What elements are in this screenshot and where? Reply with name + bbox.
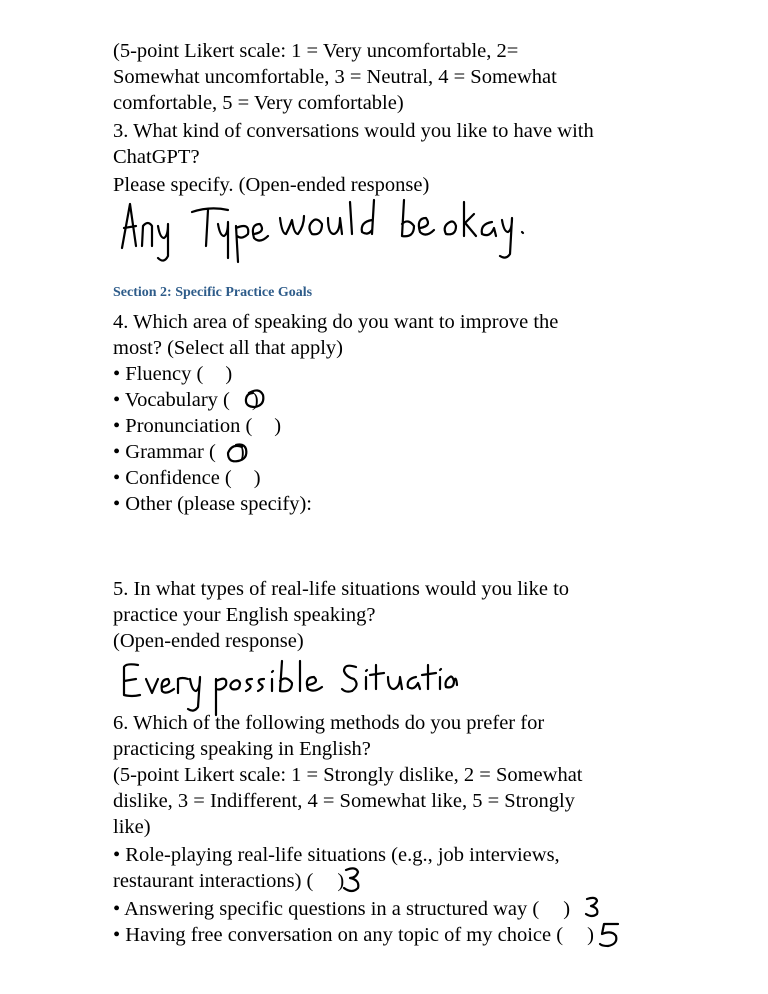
likert-scale-text: (5-point Likert scale: 1 = Very uncomfortable, 2= [113, 40, 519, 62]
likert-scale-text: Somewhat uncomfortable, 3 = Neutral, 4 = Somewhat [113, 66, 557, 88]
option-confidence: • Confidence ( ) [113, 467, 261, 489]
handwritten-rating-5 [596, 920, 624, 950]
handwritten-rating-3 [582, 894, 604, 920]
question-3-cont: ChatGPT? [113, 146, 200, 168]
handwritten-answer-q5 [118, 655, 458, 715]
likert-scale-text: (5-point Likert scale: 1 = Strongly dislike, 2 = Somewhat [113, 764, 583, 786]
method-role-playing-cont: restaurant interactions) ( ) [113, 870, 345, 892]
question-6-cont: practicing speaking in English? [113, 738, 371, 760]
likert-scale-text: dislike, 3 = Indifferent, 4 = Somewhat like, 5 = Strongly [113, 790, 575, 812]
question-4: 4. Which area of speaking do you want to improve the [113, 311, 559, 333]
method-structured-questions: • Answering specific questions in a structured way ( ) [113, 898, 571, 920]
option-pronunciation: • Pronunciation ( ) [113, 415, 282, 437]
question-5-instructions: (Open-ended response) [113, 630, 304, 652]
question-3: 3. What kind of conversations would you like to have with [113, 120, 594, 142]
option-other: • Other (please specify): [113, 493, 312, 515]
question-3-instructions: Please specify. (Open-ended response) [113, 174, 430, 196]
question-5: 5. In what types of real-life situations would you like to [113, 578, 570, 600]
method-role-playing: • Role-playing real-life situations (e.g., job interviews, [113, 844, 560, 866]
likert-scale-text: like) [113, 816, 151, 838]
option-fluency: • Fluency ( ) [113, 363, 233, 385]
question-5-cont: practice your English speaking? [113, 604, 376, 626]
handwritten-circle-mark [224, 441, 254, 467]
section-heading: Section 2: Specific Practice Goals [113, 285, 313, 300]
likert-scale-text: comfortable, 5 = Very comfortable) [113, 92, 404, 114]
method-free-conversation: • Having free conversation on any topic of my choice ( ) [113, 924, 594, 946]
handwritten-rating-3 [340, 864, 366, 894]
question-4-cont: most? (Select all that apply) [113, 337, 343, 359]
handwritten-circle-mark [241, 387, 269, 413]
option-vocabulary: • Vocabulary ( ) [113, 389, 259, 411]
handwritten-answer-q3 [110, 196, 530, 266]
question-6: 6. Which of the following methods do you prefer for [113, 712, 545, 734]
option-grammar: • Grammar ( ) [113, 441, 245, 463]
